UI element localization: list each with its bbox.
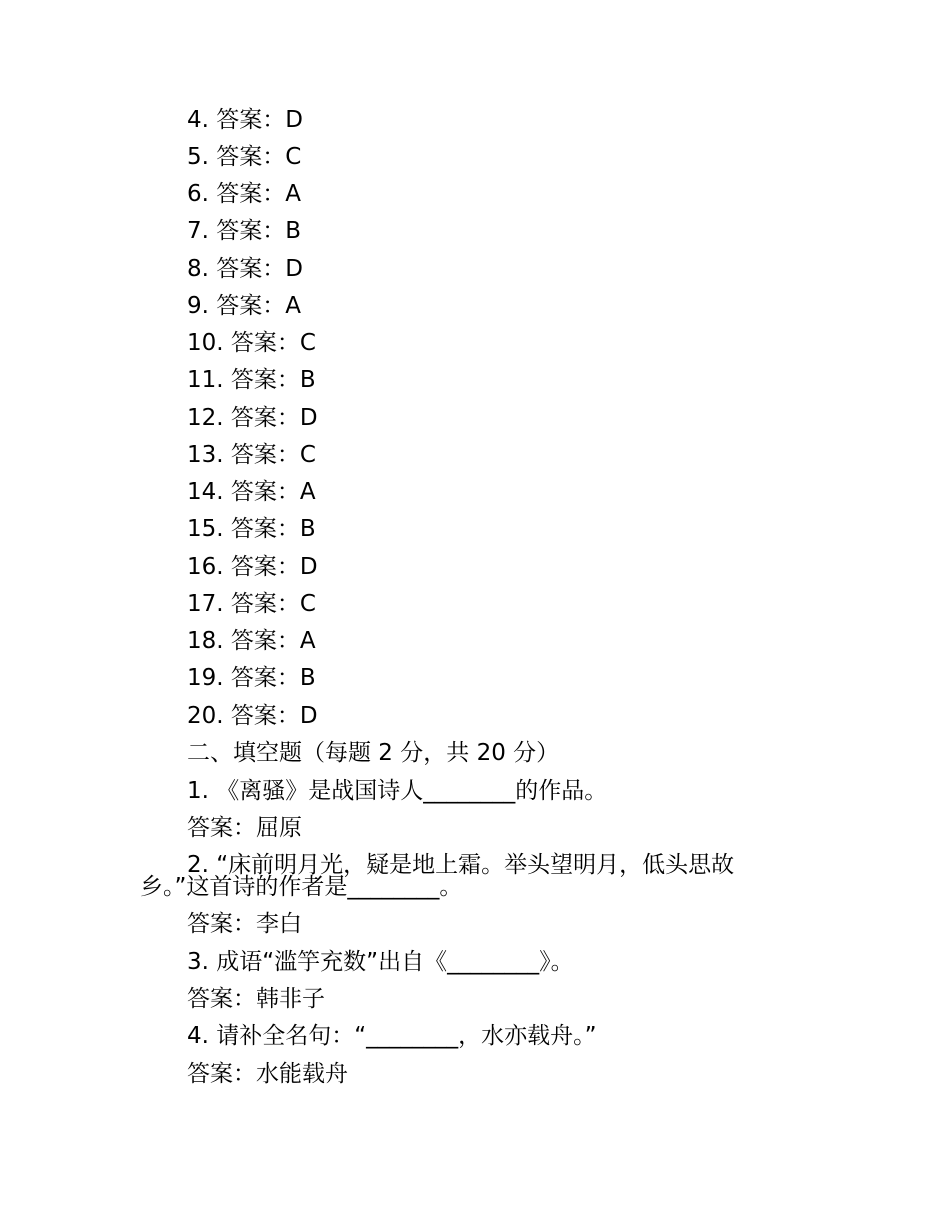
fill-answer-1: 答案：屈原 xyxy=(187,815,302,841)
answer-line-11: 11. 答案：B xyxy=(187,367,316,393)
answer-line-8: 8. 答案：D xyxy=(187,256,303,282)
answer-line-16: 16. 答案：D xyxy=(187,554,318,580)
fill-question-2-line-2: 乡。”这首诗的作者是________。 xyxy=(140,874,463,900)
fill-question-1: 1. 《离骚》是战国诗人________的作品。 xyxy=(187,778,608,804)
fill-question-3: 3. 成语“滥竽充数”出自《________》。 xyxy=(187,949,574,975)
answer-line-14: 14. 答案：A xyxy=(187,479,316,505)
answer-line-17: 17. 答案：C xyxy=(187,591,316,617)
answer-line-4: 4. 答案：D xyxy=(187,107,303,133)
fill-answer-2: 答案：李白 xyxy=(187,911,302,937)
fill-question-2-line-1: 2. “床前明月光，疑是地上霜。举头望明月，低头思故 xyxy=(187,852,735,878)
fill-answer-3: 答案：韩非子 xyxy=(187,986,325,1012)
answer-line-13: 13. 答案：C xyxy=(187,442,316,468)
fill-question-4: 4. 请补全名句：“________，水亦载舟。” xyxy=(187,1023,597,1049)
answer-line-6: 6. 答案：A xyxy=(187,181,301,207)
answer-line-12: 12. 答案：D xyxy=(187,405,318,431)
fill-answer-4: 答案：水能载舟 xyxy=(187,1061,348,1087)
answer-line-15: 15. 答案：B xyxy=(187,516,316,542)
answer-line-9: 9. 答案：A xyxy=(187,293,301,319)
answer-line-20: 20. 答案：D xyxy=(187,703,318,729)
answer-line-5: 5. 答案：C xyxy=(187,144,302,170)
answer-line-10: 10. 答案：C xyxy=(187,330,316,356)
answer-line-19: 19. 答案：B xyxy=(187,665,316,691)
section-heading-fill-blank: 二、填空题（每题 2 分，共 20 分） xyxy=(187,740,560,766)
answer-line-18: 18. 答案：A xyxy=(187,628,316,654)
answer-line-7: 7. 答案：B xyxy=(187,218,302,244)
